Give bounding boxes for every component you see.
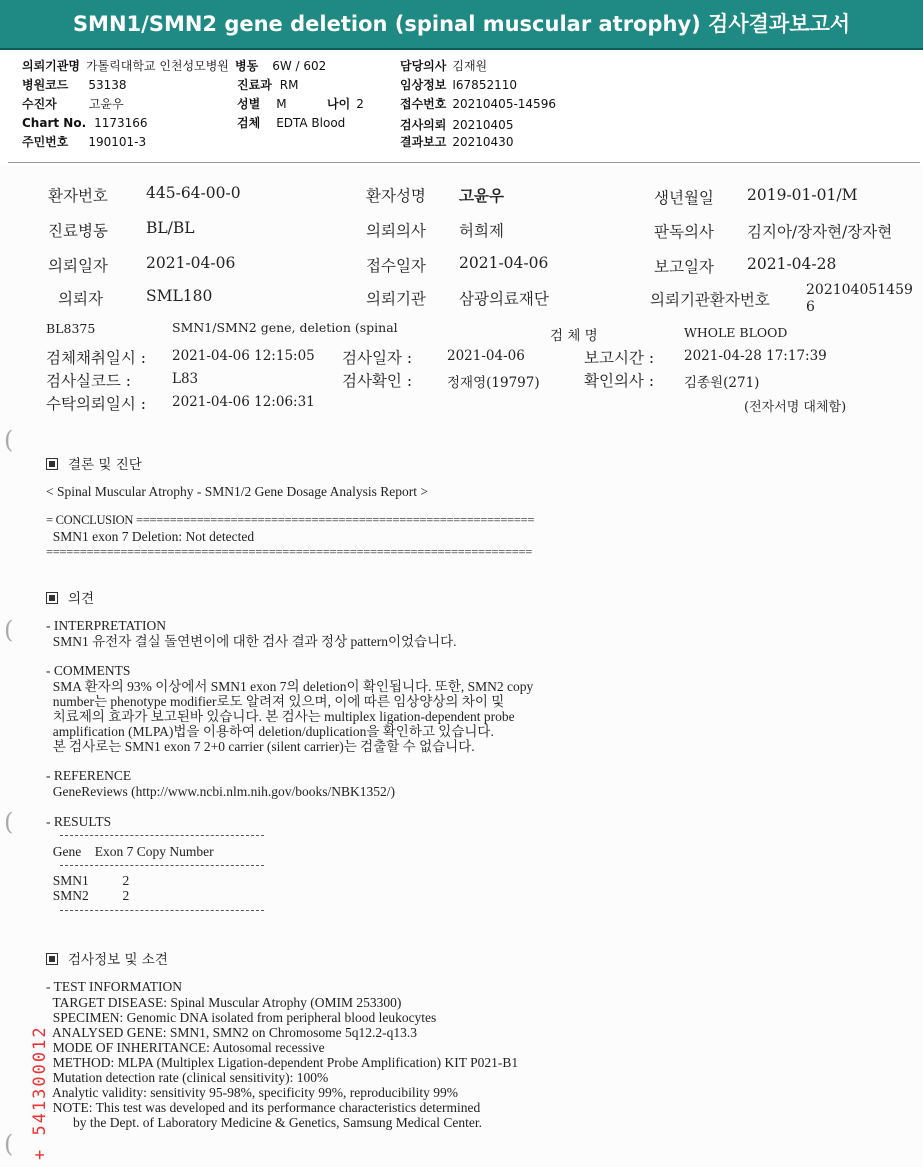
- header-field: 검사의뢰 20210405: [400, 118, 514, 132]
- patient-label: 환자번호: [48, 187, 108, 205]
- patient-value: 2021-04-06: [459, 254, 549, 272]
- header-field: Chart No. 1173166: [22, 116, 148, 130]
- patient-label: 생년월일: [654, 189, 714, 207]
- patient-value: 202104051459: [806, 282, 913, 298]
- comments-line: number는 phenotype modifier로도 알려져 있으며, 이에 따른 임상양상의 차이 및: [46, 694, 505, 709]
- consign-label: 수탁의뢰일시 :: [46, 395, 146, 413]
- results-row: SMN2 2: [46, 888, 130, 903]
- testdate-value: 2021-04-06: [447, 348, 525, 364]
- patient-value: 2021-04-06: [146, 254, 236, 272]
- info-line: MODE OF INHERITANCE: Autosomal recessive: [46, 1040, 325, 1055]
- patient-value: 2021-04-28: [747, 255, 837, 273]
- conclusion-text: SMN1 exon 7 Deletion: Not detected: [46, 529, 255, 544]
- reference-heading: - REFERENCE: [46, 768, 132, 783]
- info-line: by the Dept. of Laboratory Medicine & Genetics, Samsung Medical Center.: [46, 1115, 483, 1130]
- reference-text: GeneReviews (http://www.ncbi.nlm.nih.gov/books/NBK1352/): [46, 784, 395, 799]
- results-rule: [60, 865, 264, 866]
- patient-value: 2019-01-01/M: [747, 186, 858, 204]
- patient-value: 445-64-00-0: [146, 184, 241, 202]
- comments-line: SMA 환자의 93% 이상에서 SMN1 exon 7의 deletion이 확인됩니다. 또한, SMN2 copy: [46, 679, 534, 694]
- patient-value: 삼광의료재단: [459, 290, 549, 308]
- info-line: ANALYSED GENE: SMN1, SMN2 on Chromosome 5q12.2-q13.3: [46, 1025, 418, 1040]
- info-line: METHOD: MLPA (Multiplex Ligation-dependent Probe Amplification) KIT P021-B1: [46, 1055, 519, 1070]
- patient-label: 의뢰의사: [366, 222, 426, 240]
- conclusion-rule: ========================================================================: [46, 545, 532, 559]
- reporttime-label: 보고시간 :: [584, 349, 655, 367]
- patient-label: 진료병동: [48, 222, 108, 240]
- collect-value: 2021-04-06 12:15:05: [172, 348, 315, 364]
- header-field: 결과보고 20210430: [400, 135, 514, 149]
- info-line: SPECIMEN: Genomic DNA isolated from peripheral blood leukocytes: [46, 1010, 437, 1025]
- results-heading: - RESULTS: [46, 814, 112, 829]
- comments-line: amplification (MLPA)법을 이용하여 deletion/duplication을 확인하고 있습니다.: [46, 724, 494, 739]
- scan-mark: (: [4, 808, 14, 836]
- patient-value: 김지아/장자현/장자현: [747, 223, 893, 241]
- patient-value: 허희제: [459, 222, 504, 240]
- patient-value-wrap: 6: [806, 299, 815, 315]
- results-rule: [60, 835, 264, 836]
- patient-label: 의뢰자: [58, 290, 103, 308]
- info-line: TARGET DISEASE: Spinal Muscular Atrophy (OMIM 253300): [46, 995, 402, 1010]
- info-line: NOTE: This test was developed and its performance characteristics determined: [46, 1100, 481, 1115]
- confirm-value: 정재영(19797): [447, 375, 540, 391]
- header-field: 임상정보 I67852110: [400, 78, 517, 92]
- scan-mark: (: [4, 426, 14, 454]
- barcode-number: + 541300012: [30, 1025, 50, 1160]
- interpretation-heading: - INTERPRETATION: [46, 618, 167, 633]
- specimen-label: 검 체 명: [550, 328, 598, 344]
- section-bullet-icon: [46, 953, 58, 965]
- section-heading: 결론 및 진단: [46, 453, 142, 473]
- patient-label: 의뢰기관환자번호: [650, 291, 770, 309]
- labcode-label: 검사실코드 :: [46, 372, 132, 390]
- confirm-label: 검사확인 :: [342, 372, 413, 390]
- section-bullet-icon: [46, 592, 58, 604]
- test-code: BL8375: [46, 321, 96, 336]
- patient-label: 의뢰기관: [366, 290, 426, 308]
- section-heading: 검사정보 및 소견: [46, 948, 168, 968]
- header-field: 담당의사 김재원: [400, 59, 488, 73]
- results-header: Gene Exon 7 Copy Number: [46, 844, 214, 859]
- test-name: SMN1/SMN2 gene, deletion (spinal: [172, 320, 398, 335]
- esign-note: (전자서명 대체함): [744, 400, 847, 415]
- patient-label: 판독의사: [654, 223, 714, 241]
- reporttime-value: 2021-04-28 17:17:39: [684, 348, 827, 364]
- patient-value: 고윤우: [459, 186, 504, 205]
- header-field: 병동 6W / 602: [235, 59, 327, 73]
- header-age: 나이 2: [327, 97, 364, 111]
- patient-label: 보고일자: [654, 258, 714, 276]
- comments-line: 치료제의 효과가 보고된바 있습니다. 본 검사는 multiplex ligation-dependent probe: [46, 709, 515, 724]
- comments-heading: - COMMENTS: [46, 663, 131, 678]
- comments-line: 본 검사로는 SMN1 exon 7 2+0 carrier (silent carrier)는 검출할 수 없습니다.: [46, 739, 475, 754]
- results-rule: [60, 910, 264, 911]
- scan-mark: (: [4, 1130, 14, 1158]
- results-row: SMN1 2: [46, 873, 130, 888]
- doctor-label: 확인의사 :: [584, 372, 655, 390]
- info-line: Mutation detection rate (clinical sensitivity): 100%: [46, 1070, 329, 1085]
- header-field: 검체 EDTA Blood: [237, 116, 346, 130]
- header-field: 병원코드 53138: [22, 78, 127, 92]
- header-field: 진료과 RM: [237, 78, 299, 92]
- report-title: SMN1/SMN2 gene deletion (spinal muscular atrophy) 검사결과보고서: [0, 0, 923, 50]
- header-field: 의뢰기관명 가톨릭대학교 인천성모병원: [22, 59, 229, 73]
- patient-label: 환자성명: [366, 187, 426, 205]
- patient-label: 의뢰일자: [48, 257, 108, 275]
- specimen-value: WHOLE BLOOD: [684, 325, 788, 340]
- header-field: 수진자 고윤우: [22, 97, 124, 111]
- testdate-label: 검사일자 :: [342, 349, 413, 367]
- report-heading: < Spinal Muscular Atrophy - SMN1/2 Gene Dosage Analysis Report >: [46, 484, 428, 499]
- patient-label: 접수일자: [366, 257, 426, 275]
- header-field: 성별 M: [237, 97, 287, 111]
- doctor-value: 김종원(271): [684, 375, 760, 391]
- collect-label: 검체채취일시 :: [46, 349, 146, 367]
- conclusion-label: = CONCLUSION ===========================================================: [46, 513, 535, 527]
- header-field: 접수번호 20210405-14596: [400, 97, 556, 111]
- info-line: Analytic validity: sensitivity 95-98%, specificity 99%, reproducibility 99%: [46, 1085, 459, 1100]
- patient-value: SML180: [146, 287, 213, 305]
- consign-value: 2021-04-06 12:06:31: [172, 394, 315, 410]
- patient-value: BL/BL: [146, 219, 195, 237]
- section-bullet-icon: [46, 458, 58, 470]
- labcode-value: L83: [172, 371, 199, 387]
- info-heading: - TEST INFORMATION: [46, 979, 183, 994]
- header-field: 주민번호 190101-3: [22, 135, 147, 149]
- section-heading: 의견: [46, 587, 94, 607]
- scan-mark: (: [4, 616, 14, 644]
- interpretation-text: SMN1 유전자 결실 돌연변이에 대한 검사 결과 정상 pattern이었습니다.: [46, 634, 457, 649]
